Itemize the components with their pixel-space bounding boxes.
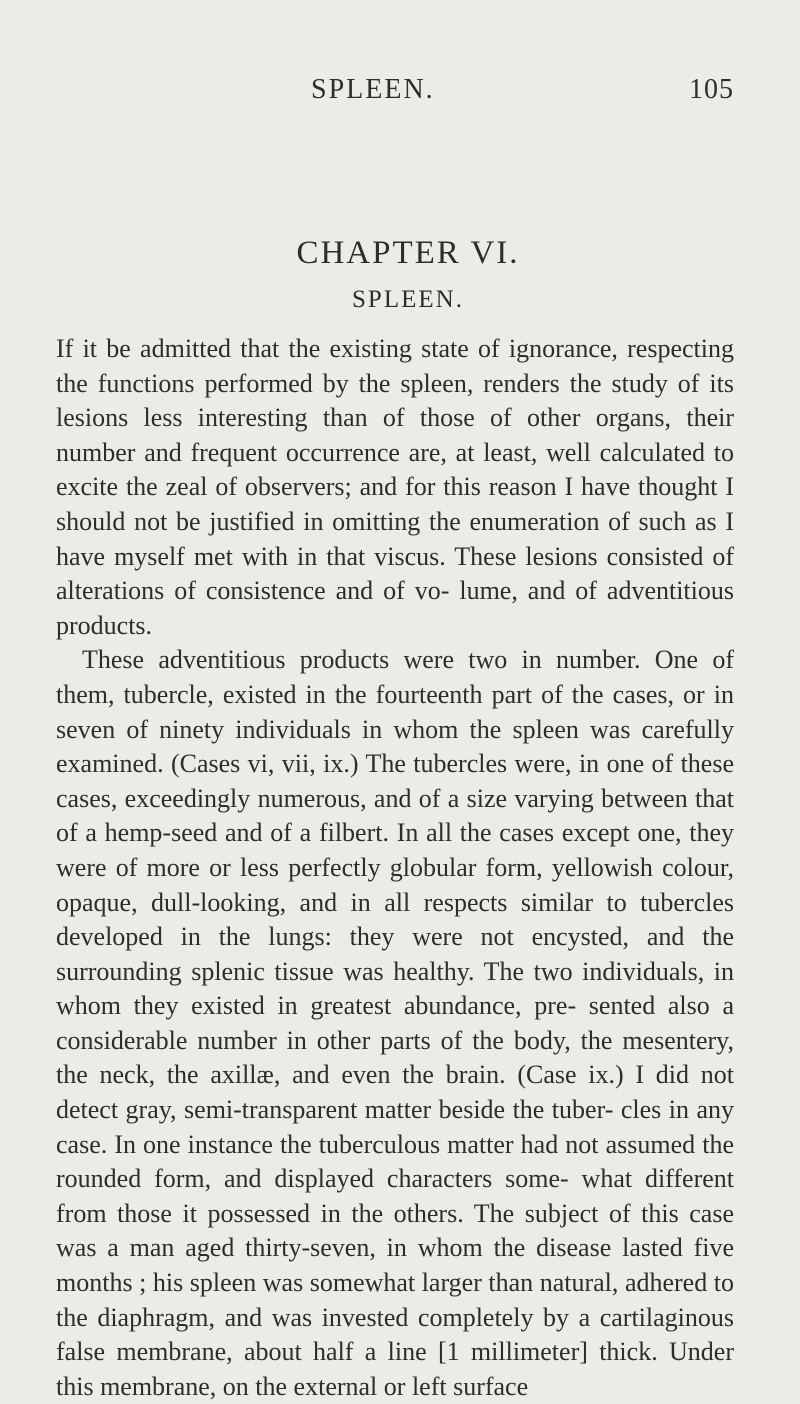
running-head [56,70,734,110]
chapter-heading: CHAPTER VI. [296,235,520,271]
paragraph: If it be admitted that the existing state of ignorance, respecting the functions performed by the spleen, renders the study of its lesions less interesting than of those of other organs, their number and frequent occurrence are, at least, well calculated to excite the zeal of observers; and for this reason I have thought I should not be justified in omitting the enumeration of such as I have myself met with in that viscus. These lesions consisted of alterations of consistence and of vo- lume, and of adventitious products. [56,334,734,640]
body-text [56,332,734,1404]
paragraph: These adventitious products were two in number. One of them, tubercle, existed in the fourteenth part of the cases, or in seven of ninety individuals in whom the spleen was carefully examined. (Cases vi, vii, ix.) The tubercles were, in one of these cases, exceedingly numerous, and of a size varying between that of a hemp-seed and of a filbert. In all the cases except one, they were of more or less perfectly globular form, yellowish colour, opaque, dull-looking, and in all respects similar to tubercles developed in the lungs: they were not encysted, and the surrounding splenic tissue was healthy. The two individuals, in whom they existed in greatest abundance, pre- sented also a considerable number in other parts of the body, the mesentery, the neck, the axillæ, and even the brain. (Case ix.) I did not detect gray, semi-transparent matter beside the tuber- cles in any case. In one instance the tuberculous matter had not assumed the rounded form, and displayed characters some- what different from those it possessed in the others. The subject of this case was a man aged thirty-seven, in whom the disease lasted five months ; his spleen was somewhat larger than natural, adhered to the diaphragm, and was invested completely by a cartilaginous false membrane, about half a line [1 millimeter] thick. Under this membrane, on the external or left surface [56,645,734,1401]
page-number: 105 [689,74,734,105]
running-title: SPLEEN. [311,74,435,105]
section-title: SPLEEN. [352,286,464,313]
